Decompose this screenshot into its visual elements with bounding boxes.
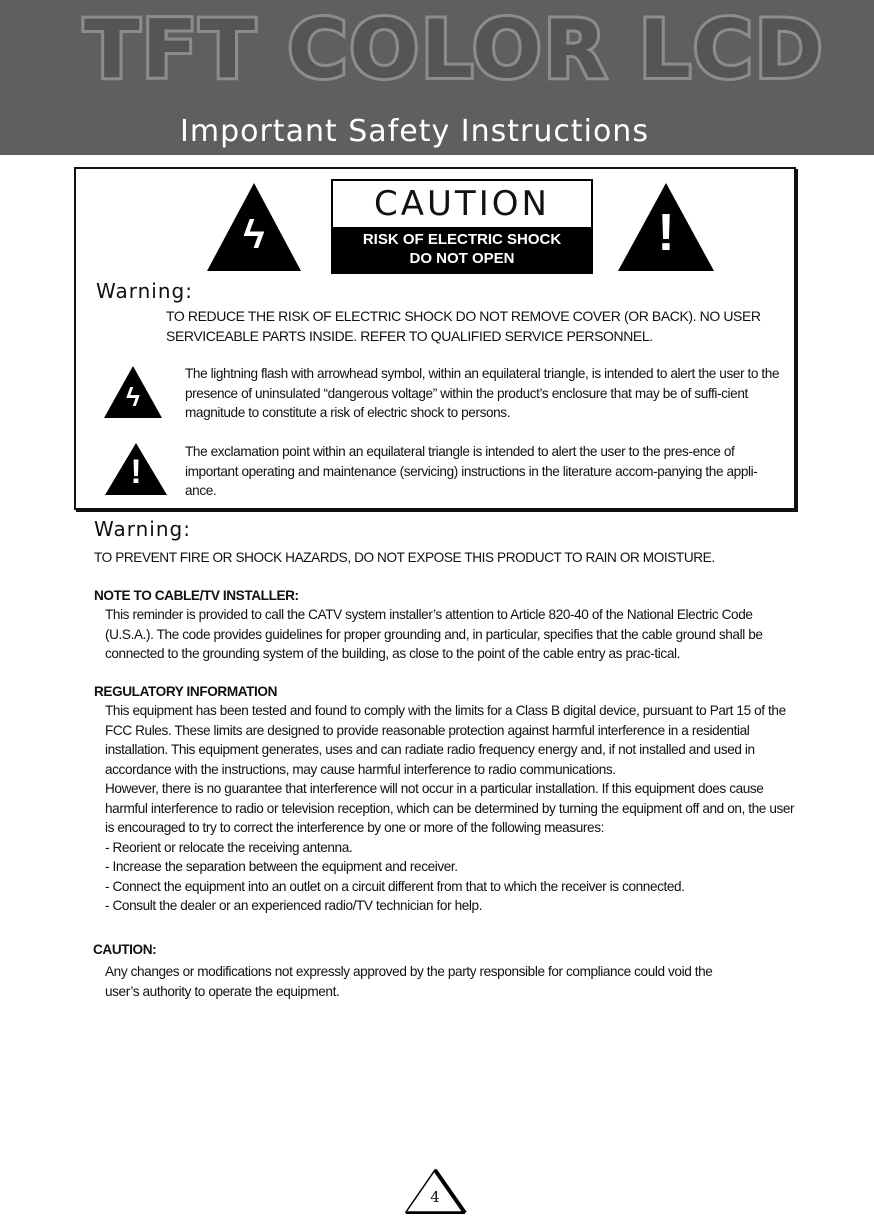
exclamation-warning-icon: ! <box>618 183 714 271</box>
caution-heading: CAUTION: <box>93 941 157 957</box>
caution-text: Any changes or modifications not expressly approved by the party responsible for compliance could void the user’s authority to operate the equipment. <box>105 964 713 999</box>
page-number: 4 <box>430 1188 440 1206</box>
regulatory-paragraph: This equipment has been tested and found to comply with the limits for a Class B digital device, pursuant to Part 15 of the FCC Rules. These limits are designed to provide reasonable protection against harmful interference in a residential installation. This equipment generates, uses and can radiate radio frequency energy and, if not installed and used in accordance with the instructions, may cause harmful interference to radio communications. <box>105 703 786 777</box>
lightning-warning-icon: ϟ <box>207 183 301 271</box>
regulatory-section <box>105 701 804 916</box>
measure-item: - Connect the equipment into an outlet on a circuit different from that to which the receiver is connected. <box>105 878 685 894</box>
caution-subtitle <box>333 227 591 272</box>
warning-heading: Warning: <box>96 279 193 303</box>
note-heading: NOTE TO CABLE/TV INSTALLER: <box>94 587 299 603</box>
lower-content <box>94 516 804 1001</box>
warning2-text: TO PREVENT FIRE OR SHOCK HAZARDS, DO NOT EXPOSE THIS PRODUCT TO RAIN OR MOISTURE. <box>94 550 715 565</box>
warning-text: TO REDUCE THE RISK OF ELECTRIC SHOCK DO NOT REMOVE COVER (OR BACK). NO USER SERVICEABLE PARTS INSIDE. REFER TO QUALIFIED SERVICE PERSONNEL. <box>166 308 761 344</box>
caution-title: CAUTION <box>374 184 550 224</box>
caution-label <box>331 179 593 274</box>
logo: TFT COLOR LCD <box>84 3 825 96</box>
regulatory-heading: REGULATORY INFORMATION <box>94 683 278 699</box>
caution-line1: RISK OF ELECTRIC SHOCK <box>362 231 562 248</box>
note-text: This reminder is provided to call the CATV system installer’s attention to Article 820-40 of the National Electric Code (U.S.A.). The code provides guidelines for proper grounding and, in particular, specifies that the cable ground shall be connected to the grounding system of the building, as close to the point of the cable entry as prac-tical. <box>105 607 763 661</box>
page-title: Important Safety Instructions <box>180 114 649 149</box>
lightning-description: The lightning flash with arrowhead symbol, within an equilateral triangle, is intended to alert the user to the presence of uninsulated “dangerous voltage” within the product’s enclosure that may be of suffi-cient magnitude to constitute a risk of electric shock to persons. <box>185 366 780 420</box>
measure-item: - Reorient or relocate the receiving antenna. <box>105 839 353 855</box>
regulatory-paragraph: However, there is no guarantee that interference will not occur in a particular installation. If this equipment does cause harmful interference to radio or television reception, which can be determined by turning the equipment off and on, the user is encouraged to try to correct the interference by one or more of the following measures: <box>105 781 795 835</box>
warning2-heading: Warning: <box>94 517 191 541</box>
measure-item: - Consult the dealer or an experienced radio/TV technician for help. <box>105 898 483 913</box>
measure-item: - Increase the separation between the equipment and receiver. <box>105 859 458 874</box>
caution-line2: DO NOT OPEN <box>409 250 515 267</box>
exclamation-description: The exclamation point within an equilateral triangle is intended to alert the user to the pres-ence of important operating and maintenance (servicing) instructions in the literature accom-panying the appli-ance. <box>185 444 758 498</box>
lightning-icon: ϟ <box>104 366 162 418</box>
exclamation-icon: ! <box>105 443 167 495</box>
